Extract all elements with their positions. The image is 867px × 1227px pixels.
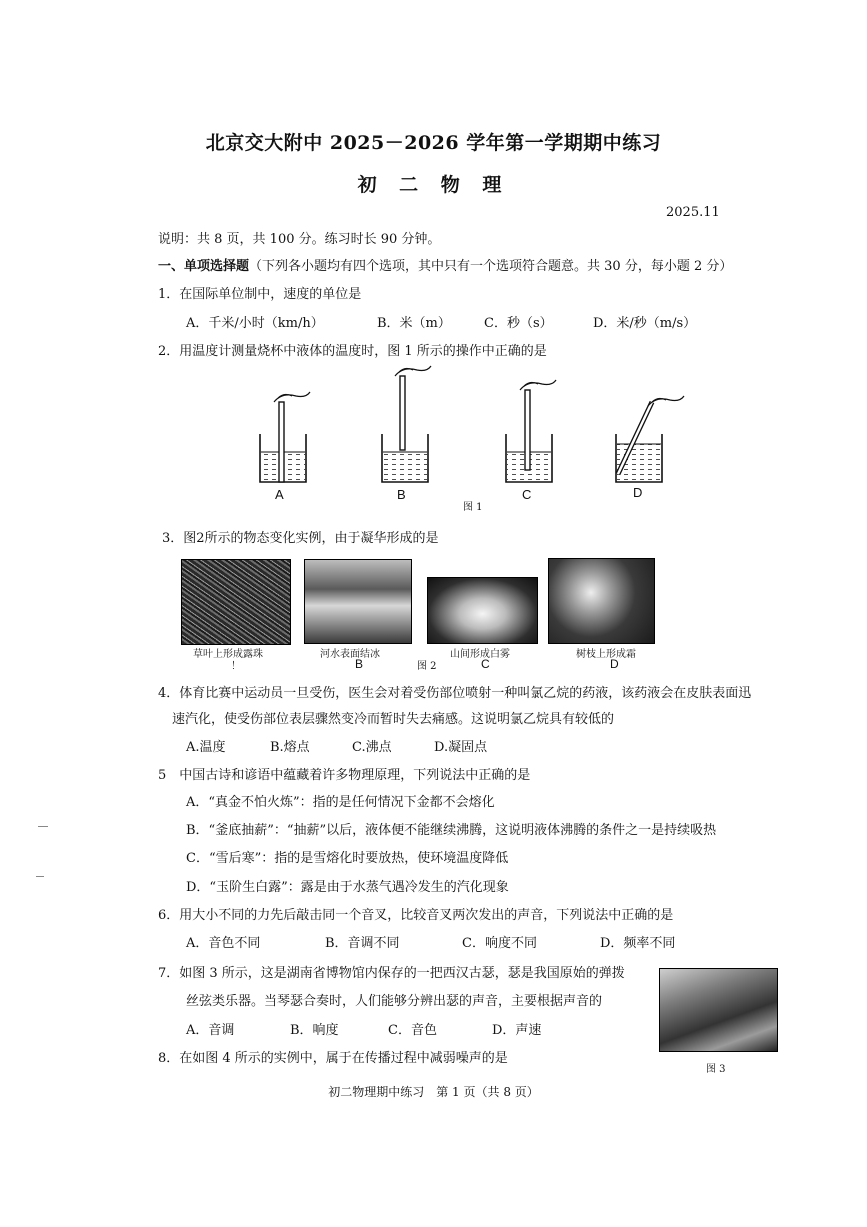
question-5-stem: 5 中国古诗和谚语中蕴藏着许多物理原理，下列说法中正确的是 [158, 768, 531, 783]
figure-3-caption: 图 3 [706, 1064, 726, 1075]
figure-2-letter-d: D [610, 657, 619, 671]
q7-option-b: B．响度 [290, 1023, 339, 1038]
q4-option-b: B.熔点 [270, 740, 310, 755]
question-4-stem-line-1: 4．体育比赛中运动员一旦受伤，医生会对着受伤部位喷射一种叫氯乙烷的药液，该药液会在皮肤表面迅 [158, 686, 752, 701]
q1-option-a: A．千米/小时（km/h） [186, 316, 324, 331]
q1-option-c: C．秒（s） [484, 316, 553, 331]
exam-title: 北京交大附中 2025－2026 学年第一学期期中练习 [205, 132, 662, 154]
q5-option-d: D．“玉阶生白露”：露是由于水蒸气遇冷发生的汽化现象 [186, 880, 509, 895]
beaker-c-diagram [506, 380, 556, 482]
question-6-stem: 6．用大小不同的力先后敲击同一个音叉，比较音叉两次发出的声音，下列说法中正确的是 [158, 908, 674, 923]
q6-option-a: A．音色不同 [186, 936, 261, 951]
figure-1-label-b: B [397, 487, 406, 502]
q4-option-a: A.温度 [186, 740, 226, 755]
beaker-d-diagram [616, 396, 684, 482]
figure-2-caption-d: 树枝上形成霜 [576, 649, 636, 660]
figure-2-caption-b: 河水表面结冰 [320, 649, 380, 660]
figure-2-letter-b: B [355, 657, 364, 671]
photo-frost-on-branch [548, 558, 655, 644]
scan-artifact [36, 876, 44, 877]
photo-dew-on-grass [181, 559, 291, 645]
question-4-stem-line-2: 速汽化，使受伤部位表层骤然变冷而暂时失去痛感。这说明氯乙烷具有较低的 [172, 712, 615, 727]
q5-option-a: A．“真金不怕火炼”：指的是任何情况下金都不会熔化 [186, 795, 495, 810]
question-3-stem: 3．图2所示的物态变化实例，由于凝华形成的是 [162, 531, 439, 546]
figure-2-letter-a: ！ [231, 661, 241, 672]
photo-river-ice [304, 559, 412, 644]
q1-option-d: D．米/秒（m/s） [593, 316, 697, 331]
figure-1-label-a: A [275, 487, 284, 502]
photo-western-han-se-instrument [659, 968, 778, 1052]
exam-date: 2025.11 [666, 205, 720, 220]
q4-option-d: D.凝固点 [434, 740, 488, 755]
figure-2-caption: 图 2 [417, 661, 437, 672]
question-8-stem: 8．在如图 4 所示的实例中，属于在传播过程中减弱噪声的是 [158, 1051, 508, 1066]
figure-2-caption-a: 草叶上形成露珠 [193, 649, 263, 660]
beaker-a-diagram [260, 392, 310, 482]
section-note: （下列各小题均有四个选项，其中只有一个选项符合题意。共 30 分，每小题 2 分） [249, 259, 733, 274]
beaker-b-diagram [382, 366, 431, 482]
section-heading [158, 255, 732, 274]
subject-title: 初 二 物 理 [357, 174, 510, 196]
q1-option-b: B．米（m） [377, 316, 451, 331]
q6-option-d: D．频率不同 [600, 936, 676, 951]
figure-2-caption-c: 山间形成白雾 [450, 649, 510, 660]
question-7-stem-line-2: 丝弦类乐器。当琴瑟合奏时，人们能够分辨出瑟的声音，主要根据声音的 [186, 994, 603, 1009]
q5-option-c: C．“雪后寒”：指的是雪熔化时要放热，使环境温度降低 [186, 851, 509, 866]
q6-option-b: B．音调不同 [325, 936, 400, 951]
figure-1-label-d: D [633, 485, 643, 500]
exam-instructions: 说明：共 8 页，共 100 分。练习时长 90 分钟。 [158, 232, 441, 247]
scan-artifact [38, 826, 48, 827]
figure-1-caption: 图 1 [463, 502, 483, 513]
photo-mountain-fog [427, 577, 538, 644]
section-title: 一、单项选择题 [158, 259, 250, 274]
q7-option-a: A．音调 [186, 1023, 235, 1038]
figure-1-label-c: C [522, 487, 532, 502]
figure-2-letter-c: C [481, 657, 490, 671]
figure-1-thermometers [240, 362, 700, 512]
q5-option-b: B．“釜底抽薪”：“抽薪”以后，液体便不能继续沸腾，这说明液体沸腾的条件之一是持续吸热 [186, 823, 717, 838]
question-2-stem: 2．用温度计测量烧杯中液体的温度时，图 1 所示的操作中正确的是 [158, 344, 547, 359]
page-footer: 初二物理期中练习 第 1 页（共 8 页） [328, 1085, 539, 1099]
q7-option-d: D．声速 [492, 1023, 542, 1038]
q6-option-c: C．响度不同 [462, 936, 537, 951]
q4-option-c: C.沸点 [352, 740, 392, 755]
q7-option-c: C．音色 [388, 1023, 437, 1038]
question-1-stem: 1．在国际单位制中，速度的单位是 [158, 287, 362, 302]
question-7-stem-line-1: 7．如图 3 所示，这是湖南省博物馆内保存的一把西汉古瑟，瑟是我国原始的弹拨 [158, 966, 625, 981]
